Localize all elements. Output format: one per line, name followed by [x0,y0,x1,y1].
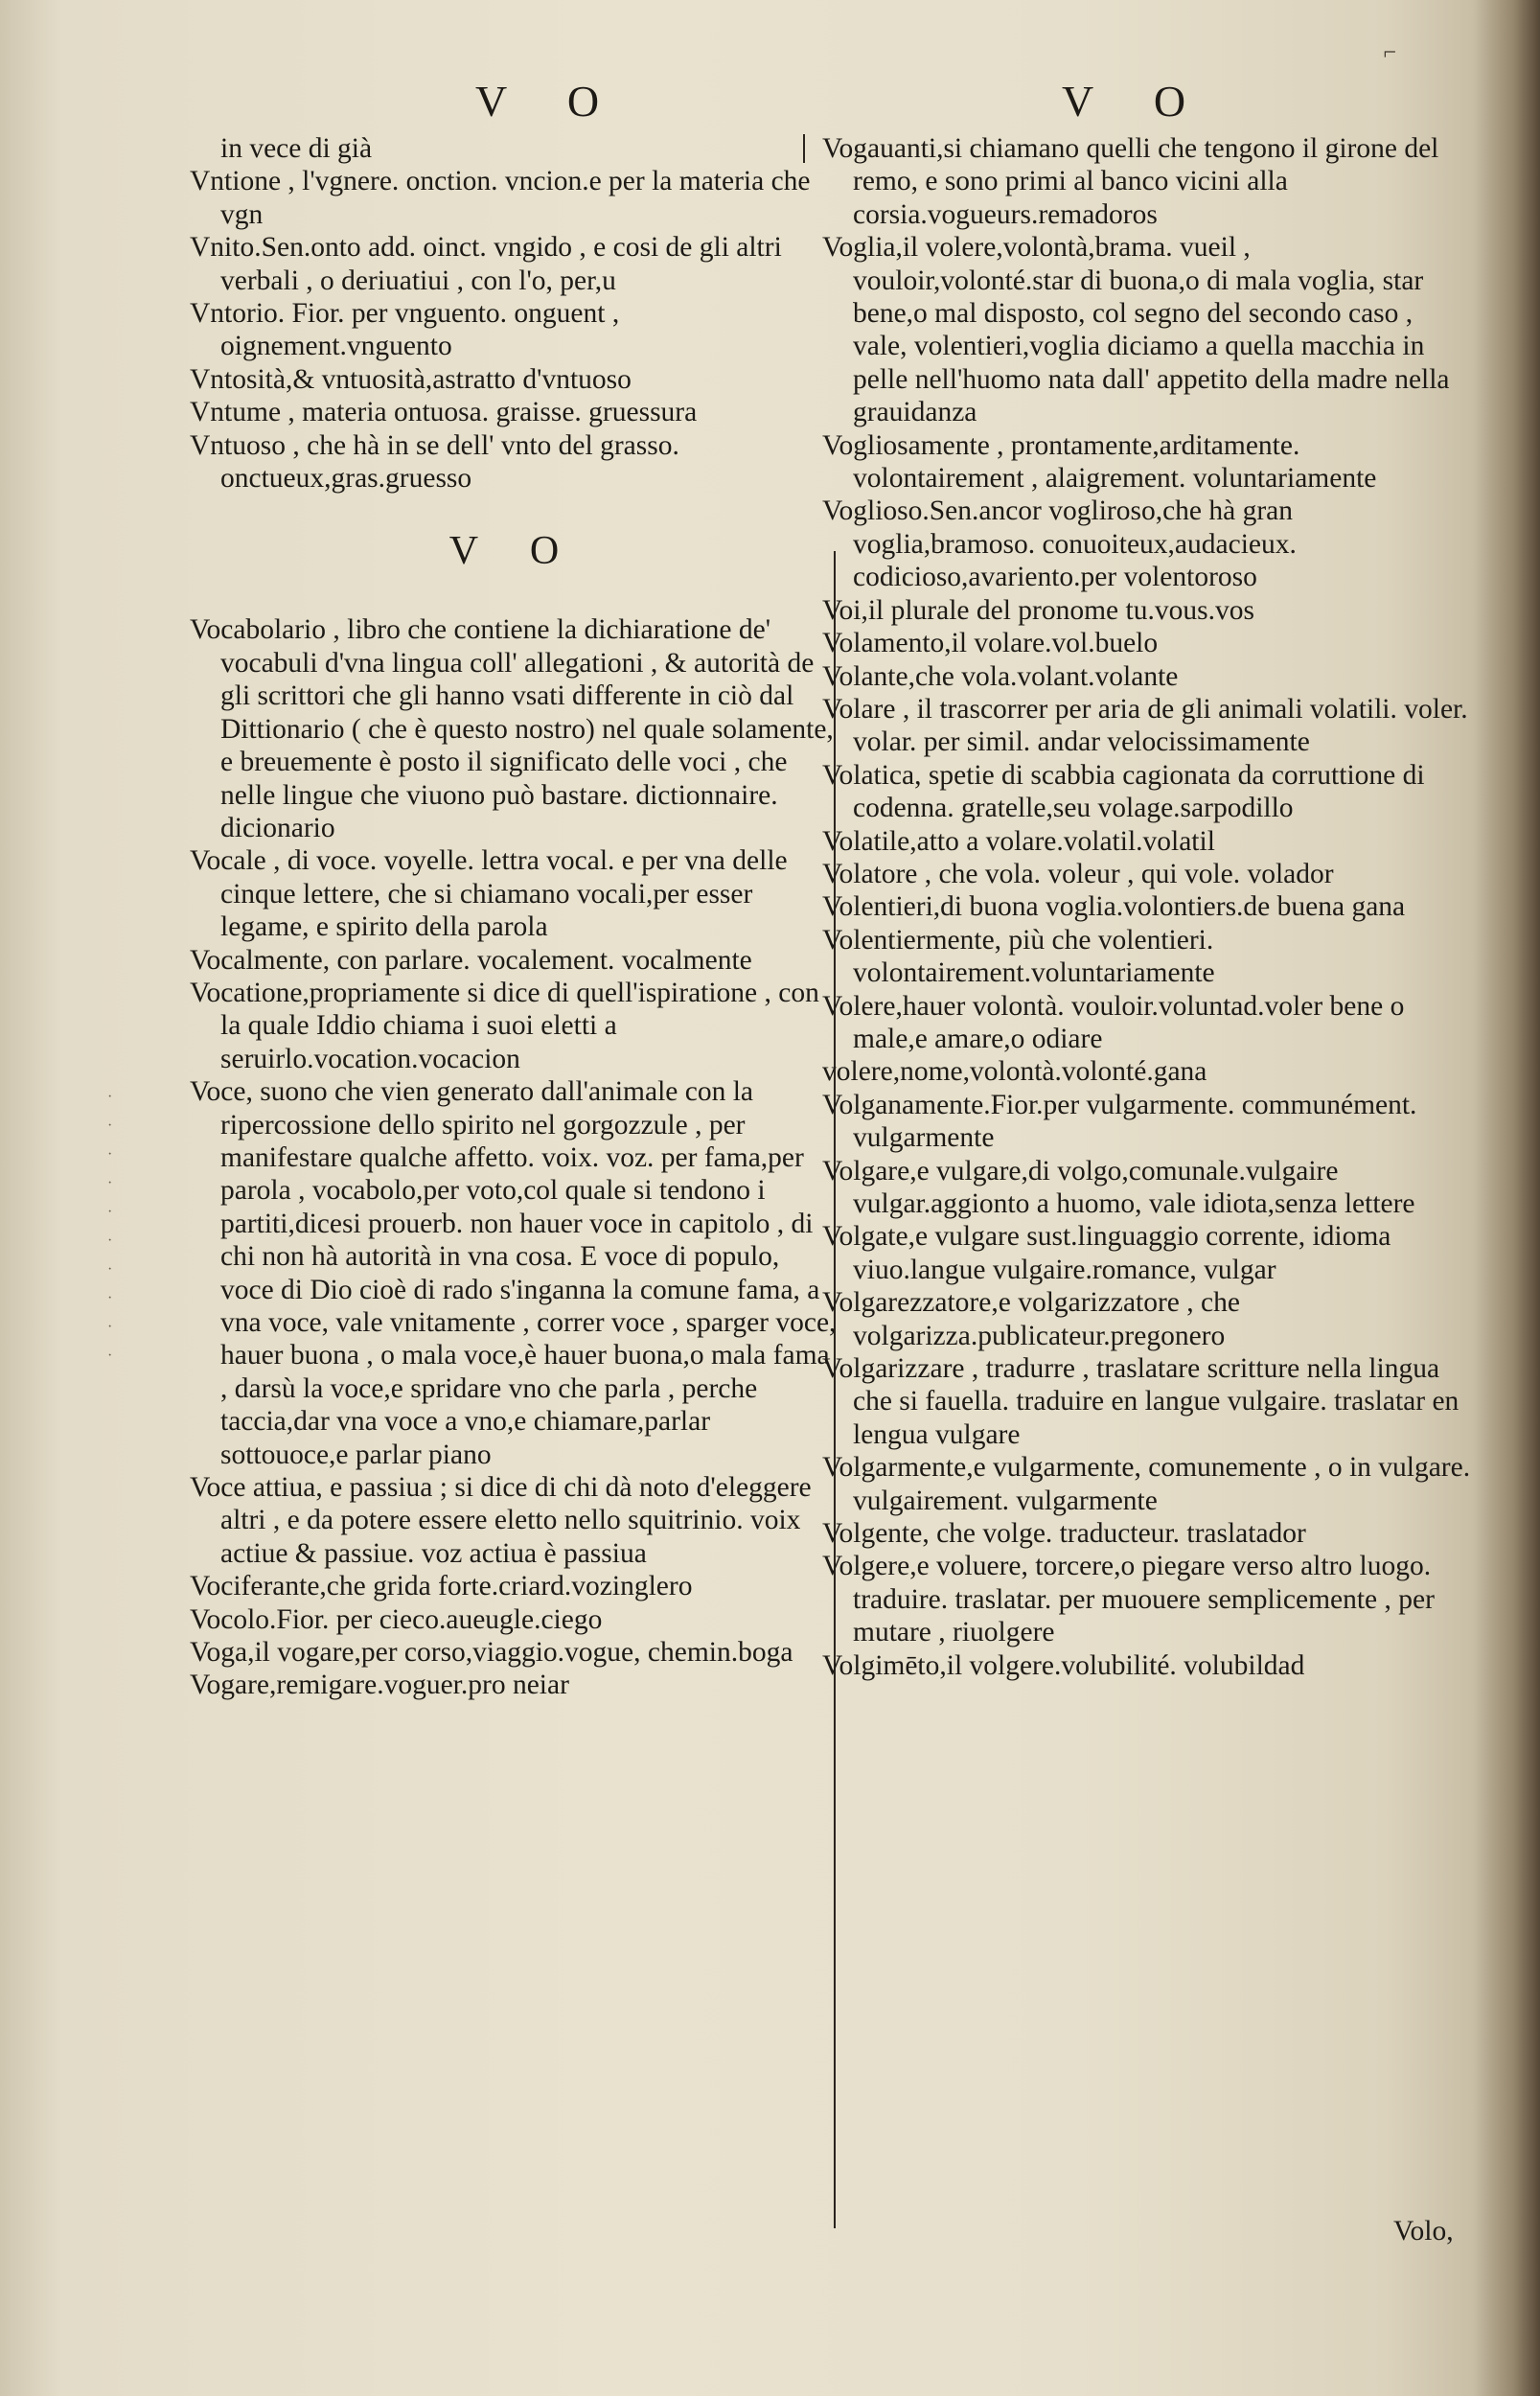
dictionary-entry: Volere,hauer volontà. vouloir.voluntad.voler bene o male,e amare,o odiare [822,990,1405,1054]
dictionary-entry: Volgimēto,il volgere.volubilité. volubildad [822,1649,1305,1681]
dictionary-entry: Vocabolario , libro che contiene la dichiaratione de' vocabuli d'vna lingua coll' allegationi , & autorità de gli scrittori che gli hanno vsati differente in ciò dal Dittionario ( che è questo nostro) nel quale solamente, e breuemente è posto il significato delle voci , che nelle lingue che viuono può bastare. dictionnaire. dicionario [190,614,834,843]
dictionary-entry: Vogauanti,si chiamano quelli che tengono il girone del remo, e sono primi al banco vicini alla corsia.vogueurs.remadoros [822,133,1439,230]
dictionary-entry: volere,nome,volontà.volonté.gana [822,1056,1207,1088]
section-head: V O [448,529,581,574]
dictionary-entry: Volgarmente,e vulgarmente, comunemente , o in vulgare. vulgairement. vulgarmente [822,1452,1471,1516]
right-column [822,132,1474,1682]
dictionary-entry: Volgarizzare , tradurre , traslatare scritture nella lingua che si fauella. traduire en langue vulgaire. traslatar en lengua vulgare [822,1353,1460,1450]
running-head-right: V O [1062,77,1211,126]
margin-marks: · · · · · · · · · · [107,1089,113,1364]
dictionary-entry: Vntosità,& vntuosità,astratto d'vntuoso [190,363,632,395]
dictionary-entry: Vnito.Sen.onto add. oinct. vngido , e cosi de gli altri verbali , o deriuatiui , con l'o, per,u [190,232,782,296]
corner-mark: ⌐ [1383,40,1396,65]
dictionary-entry: Vociferante,che grida forte.criard.vozinglero [190,1571,693,1602]
dictionary-entry: Voga,il vogare,per corso,viaggio.vogue, chemin.boga [190,1637,793,1669]
dictionary-entry: Vntume , materia ontuosa. graisse. gruessura [190,397,698,428]
dictionary-entry: Volentiermente, più che volentieri. volontairement.voluntariamente [822,924,1215,989]
dictionary-entry: Vntione , l'vgnere. onction. vncion.e per la materia che vgn [190,166,811,230]
dictionary-entry: Volare , il trascorrer per aria de gli animali volatili. voler. volar. per simil. andar velocissimamente [822,693,1468,758]
dictionary-entry: Volganamente.Fior.per vulgarmente. communément. vulgarmente [822,1089,1417,1154]
dictionary-entry: Vocolo.Fior. per cieco.aueugle.ciego [190,1603,603,1635]
dictionary-entry: Voglia,il volere,volontà,brama. vueil , vouloir,volonté.star di buona,o di mala voglia, star bene,o mal disposto, col segno del secondo caso , vale, volentieri,voglia diciamo a quella macchia in pelle nell'huomo nata dall' appetito della madre nella grauidanza [822,232,1450,428]
dictionary-entry: Volante,che vola.volant.volante [822,660,1179,692]
dictionary-entry: Voce attiua, e passiua ; si dice di chi dà noto d'eleggere altri , e da potere essere eletto nello squitrinio. voix actiue & passiue. voz actiua è passiua [190,1472,812,1569]
dictionary-entry: Voglioso.Sen.ancor vogliroso,che hà gran voglia,bramoso. conuoiteux,audacieux. codicioso,avariento.per volentoroso [822,495,1297,593]
dictionary-entry: Volgarezzatore,e volgarizzatore , che volgarizza.publicateur.pregonero [822,1287,1240,1351]
dictionary-entry: Volatica, spetie di scabbia cagionata da corruttione di codenna. gratelle,seu volage.sarpodillo [822,759,1425,824]
dictionary-entry: Vocalmente, con parlare. vocalement. vocalmente [190,944,752,976]
dictionary-entry: Volgente, che volge. traducteur. traslatador [822,1518,1306,1550]
dictionary-entry: Volgere,e voluere, torcere,o piegare verso altro luogo. traduire. traslatar. per muouere semplicemente , per mutare , riuolgere [822,1551,1435,1648]
dictionary-entry: Vntorio. Fior. per vnguento. onguent , oignement.vnguento [190,298,620,362]
dictionary-entry: Volentieri,di buona voglia.volontiers.de buena gana [822,891,1406,923]
catchword: Volo, [1393,2216,1454,2246]
running-head-left: V O [475,77,625,126]
dictionary-entry: Vogliosamente , prontamente,arditamente. volontairement , alaigrement. voluntariamente [822,429,1377,495]
dictionary-entry: Voce, suono che vien generato dall'animale con la ripercossione dello spirito nel gorgozzule , per manifestare qualche affetto. voix. voz. per fama,per parola , vocabolo,per voto,col quale si tendono i partiti,dicesi prouerb. non hauer voce in capitolo , di chi non hà autorità in vna cosa. E voce di populo, voce di Dio cioè di rado s'inganna la comune fama, a vna voce, vale vnitamente , correr voce , sparger voce, hauer buona , o mala voce,è hauer buona,o mala fama , darsù la voce,e spridare vno che parla , perche taccia,dar vna voce a vno,e chiamare,parlar sottouoce,e parlar piano [190,1076,837,1470]
dictionary-entry: Vogare,remigare.voguer.pro neiar [190,1670,569,1701]
dictionary-entry: Volamento,il volare.vol.buelo [822,628,1159,659]
dictionary-entry: Volgate,e vulgare sust.linguaggio corrente, idioma viuo.langue vulgaire.romance, vulgar [822,1221,1391,1285]
page-gutter-shadow [1473,0,1540,2396]
dictionary-entry: Volatile,atto a volare.volatil.volatil [822,825,1215,857]
left-column [190,132,839,1702]
dictionary-entry: Vocatione,propriamente si dice di quell'ispiratione , con la quale Iddio chiama i suoi eletti a seruirlo.vocation.vocacion [190,977,819,1074]
dictionary-entry: Voi,il plurale del pronome tu.vous.vos [822,594,1254,626]
dictionary-entry: Vocale , di voce. voyelle. lettra vocal. e per vna delle cinque lettere, che si chiamano vocali,per esser legame, e spirito della parola [190,845,788,943]
dictionary-entry: Volgare,e vulgare,di volgo,comunale.vulgaire vulgar.aggionto a huomo, vale idiota,senza lettere [822,1155,1415,1219]
continued-entry: in vece di già [220,133,373,164]
dictionary-entry: Vntuoso , che hà in se dell' vnto del grasso. onctueux,gras.gruesso [190,429,679,495]
dictionary-entry: Volatore , che vola. voleur , qui vole. volador [822,858,1334,889]
